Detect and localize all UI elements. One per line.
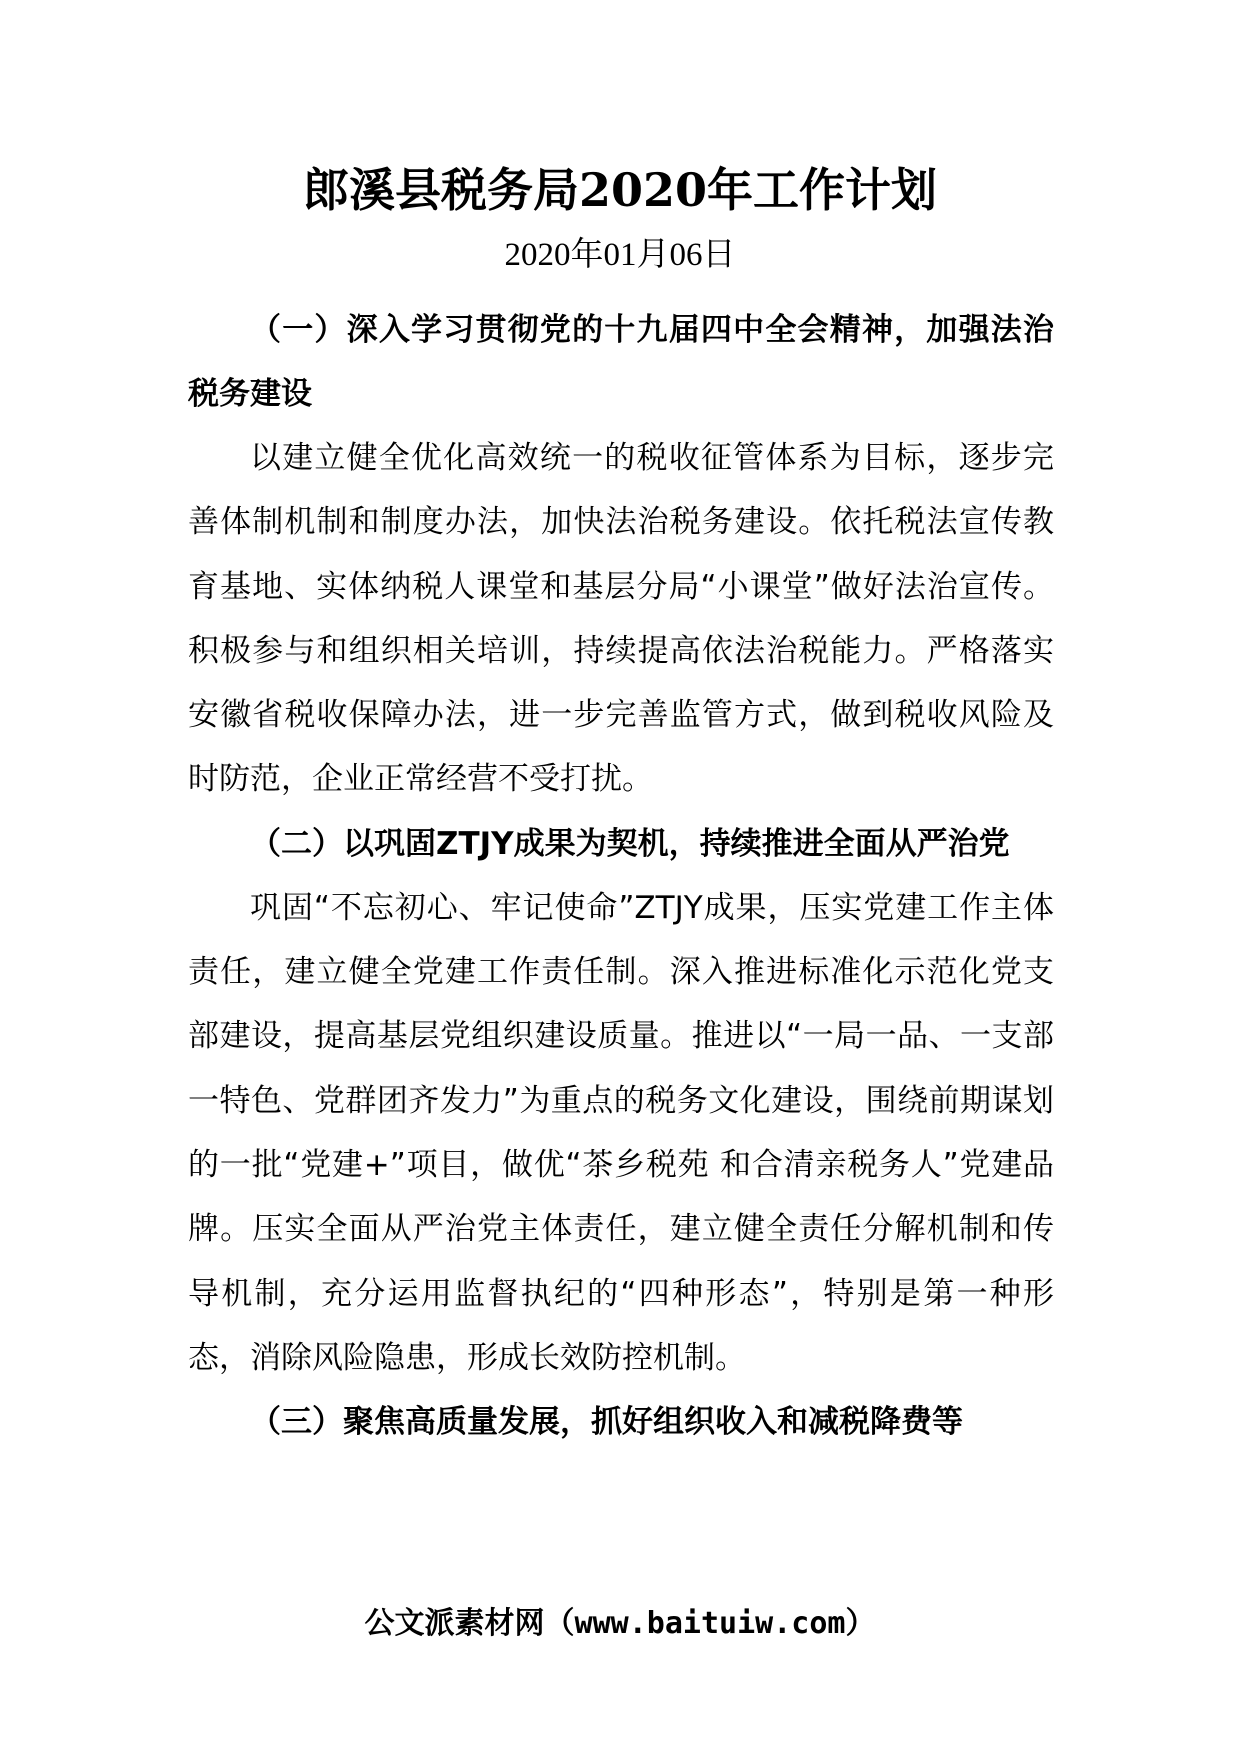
section-heading-3: （三）聚焦高质量发展，抓好组织收入和减税降费等 <box>250 1404 963 1441</box>
section-heading-1: （一）深入学习贯彻党的十九届四中全会精神，加强法治税务建设 <box>188 312 1054 412</box>
page-footer-watermark: 公文派素材网（www.baituiw.com） <box>364 1606 876 1641</box>
section-paragraph-2: 巩固“不忘初心、牢记使命”ZTJY成果，压实党建工作主体责任，建立健全党建工作责任制。深入推进标准化示范化党支部建设，提高基层党组织建设质量。推进以“一局一品、一支部一特色、党群团齐发力”为重点的税务文化建设，围绕前期谋划的一批“党建+”项目，做优“茶乡税苑 和合清亲税务人”党建品牌。压实全面从严治党主体责任，建立健全责任分解机制和传导机制，充分运用监督执纪的“四种形态”，特别是第一种形态，消除风险隐患，形成长效防控机制。 <box>188 889 1054 1376</box>
section-heading-2: （二）以巩固ZTJY成果为契机，持续推进全面从严治党 <box>250 825 1010 862</box>
section-paragraph-1: 以建立健全优化高效统一的税收征管体系为目标，逐步完善体制机制和制度办法，加快法治税务建设。依托税法宣传教育基地、实体纳税人课堂和基层分局“小课堂”做好法治宣传。积极参与和组织相关培训，持续提高依法治税能力。严格落实安徽省税收保障办法，进一步完善监管方式，做到税收风险及时防范，企业正常经营不受打扰。 <box>188 440 1054 798</box>
document-body <box>188 298 1054 1454</box>
document-title: 郎溪县税务局2020年工作计划 <box>302 163 938 217</box>
document-date: 2020年01月06日 <box>504 237 736 273</box>
